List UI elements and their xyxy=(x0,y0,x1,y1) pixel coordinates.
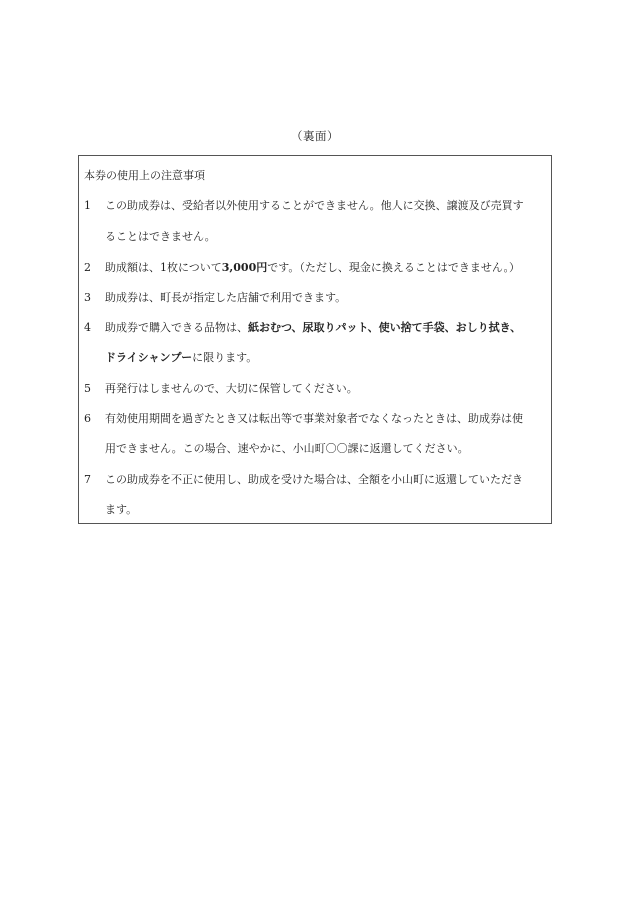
item-text: 助成券は、町長が指定した店舗で利用できます。 xyxy=(105,291,347,304)
item-text: 再発行はしませんので、大切に保管してください。 xyxy=(105,382,358,395)
item-text-continued xyxy=(105,351,257,365)
item-number: 2 xyxy=(84,261,91,274)
item-text-continued: 用できません。この場合、速やかに、小山町〇〇課に返還してください。 xyxy=(105,442,469,455)
item-text-part: です。（ただし、現金に換えることはできません。） xyxy=(267,261,521,274)
item-text-continued: ます。 xyxy=(105,503,138,516)
products-emphasis: ドライシャンプー xyxy=(105,351,193,364)
item-text-part: 助成額は、1枚について xyxy=(105,261,222,274)
item-text xyxy=(105,261,520,275)
page-label: （裏面） xyxy=(291,129,339,143)
item-text: この助成券を不正に使用し、助成を受けた場合は、全額を小山町に返還していただき xyxy=(105,473,523,486)
products-emphasis: 紙おむつ、尿取りパット、使い捨て手袋、おしり拭き、 xyxy=(248,321,522,334)
item-number: 4 xyxy=(84,321,91,334)
notes-box xyxy=(78,155,552,524)
item-text xyxy=(105,321,521,335)
item-number: 3 xyxy=(84,291,91,304)
item-number: 6 xyxy=(84,412,91,425)
amount-emphasis: 3,000円 xyxy=(221,261,268,274)
notes-title: 本券の使用上の注意事項 xyxy=(84,169,205,182)
item-text: 有効使用期間を過ぎたとき又は転出等で事業対象者でなくなったときは、助成券は使 xyxy=(105,412,523,425)
item-text-part: 助成券で購入できる品物は、 xyxy=(105,321,248,334)
item-text: この助成券は、受給者以外使用することができません。他人に交換、譲渡及び売買す xyxy=(105,199,524,212)
item-number: 1 xyxy=(84,199,91,212)
item-text-part: に限ります。 xyxy=(192,351,258,364)
item-number: 7 xyxy=(84,473,91,486)
item-number: 5 xyxy=(84,382,91,395)
item-text-continued: ることはできません。 xyxy=(105,230,216,243)
